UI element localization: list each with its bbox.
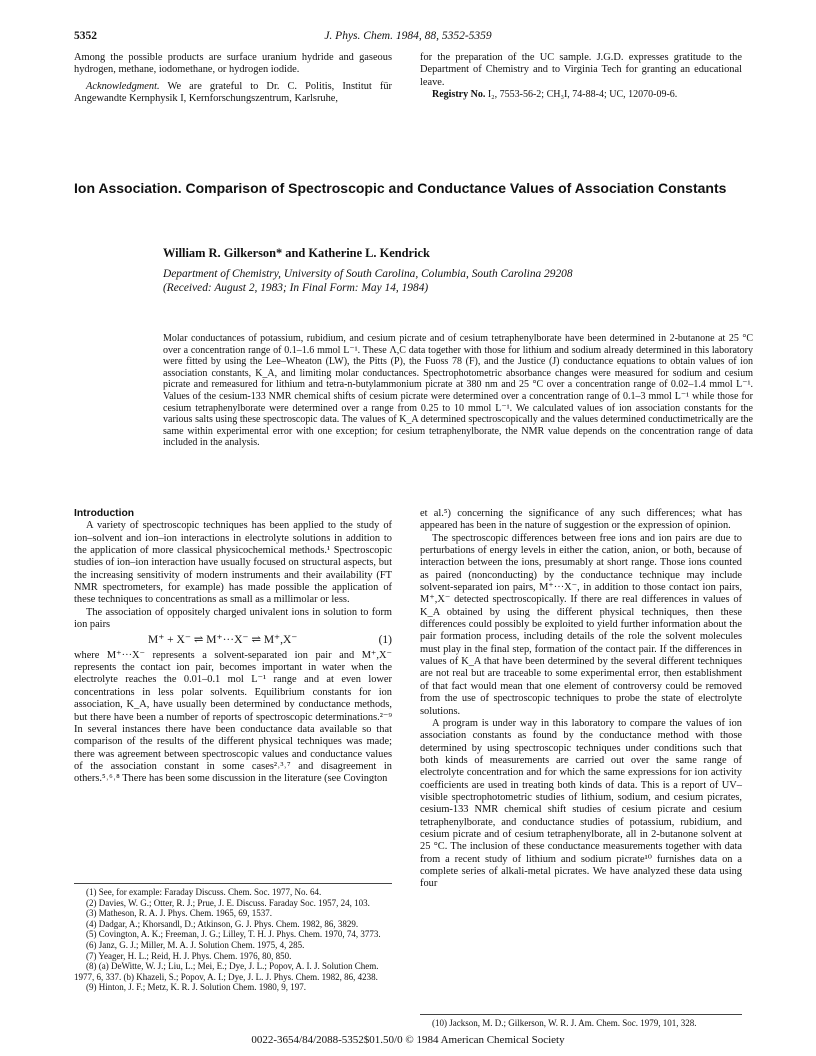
article-title: Ion Association. Comparison of Spectroscopic and Conductance Values of Association Constants xyxy=(74,180,727,196)
acknowledgment-continued: for the preparation of the UC sample. J.G.D. expresses gratitude to the Department of Chemistry and to Virginia Tech for granting an educational leave. xyxy=(420,52,742,88)
right-paragraph-3: A program is under way in this laboratory to compare the values of ion association constants as found by the conductance method with those determined by using spectroscopic techniques under conditions such that both kinds of measurements are carried out over the same range of electrolyte concentration and for which the same expressions for ion activity coefficients are used in treating both kinds of data. This is a report of UV–visible spectrophotometric studies of lithium, sodium, and cesium picrates, cesium-133 NMR chemical shift studies of cesium picrate and cesium tetraphenylborate, and conductance studies of potassium, rubidium, and cesium picrate and of cesium tetraphenylborate, all in 2-butanone solvent at 25 °C. The inclusion of these conductance measurements together with data from a recent study of lithium and sodium picrate¹⁰ furnishes data on a complete series of alkali-metal picrates. We have analyzed these data using four xyxy=(420,717,742,890)
right-paragraph-2: The spectroscopic differences between free ions and ion pairs are due to perturbations of energy levels in either the cation, anion, or both, because of interaction between the ions, presumably at short range. Those ions counted as paired (nonconducting) by the conductance technique may include solvent-separated ion pairs, M⁺···X⁻, in addition to those contact ion pairs, M⁺,X⁻ detected spectroscopically. If there are real differences in values of K_A obtained by using the different physical techniques, then these differences could possibly be exploited to yield further information about the pair formation process, including details of the role the solvent molecules must play in the final step, formation of the contact pair. If the differences in values of K_A that have been determined by the several different techniques are not real but are traceable to some experimental error, then establishment of that fact would mean that one element of controversy could be removed from the use of spectroscopic techniques to probe the state of electrolyte solutions. xyxy=(420,532,742,717)
reference-item: (7) Yeager, H. L.; Reid, H. J. Phys. Chem. 1976, 80, 850. xyxy=(86,950,292,961)
affiliation-block xyxy=(163,268,573,295)
reference-item: (3) Matheson, R. A. J. Phys. Chem. 1965, 69, 1537. xyxy=(86,908,273,919)
registry-label: Registry No. xyxy=(432,89,486,101)
references-left xyxy=(74,883,392,993)
registry-numbers xyxy=(420,89,742,101)
registry-text: I₂, 7553-56-2; CH₃I, 74-88-4; UC, 12070-09-6. xyxy=(487,89,678,101)
copyright-footer: 0022-3654/84/2088-5352$01.50/0 © 1984 American Chemical Society xyxy=(251,1034,565,1046)
acknowledgment xyxy=(74,81,392,106)
body-left-column xyxy=(74,508,392,786)
equation-1 xyxy=(74,634,392,646)
right-paragraph-1: et al.⁵) concerning the significance of any such differences; what has appeared has been in the nature of suggestion or the expression of opinion. xyxy=(420,508,742,532)
section-heading: Introduction xyxy=(74,508,135,519)
intro-paragraph-3: where M⁺···X⁻ represents a solvent-separated ion pair and M⁺,X⁻ represents the contact ion pair, becomes important in water when the electrolyte reaches the 0.01–0.1 mol L⁻¹ range and at even lower concentrations in less polar solvents. Equilibrium constants for ion association, K_A, have usually been determined by conductance methods, but there have been a number of reports of spectroscopic determinations.²⁻⁹ In several instances there have been conductance data available so that comparison of the results of the different physical techniques was made; there was agreement between spectroscopic values and conductance values of the association constant in some cases²˒³˒⁷ and disagreement in others.⁵˒⁶˒⁸ There has been some discussion in the literature (see Covington xyxy=(74,649,392,785)
acknowledgment-text: We are grateful to Dr. C. Politis, Institut für Angewandte Kernphysik I, Kernforschungszentrum, Karlsruhe, xyxy=(74,80,392,105)
received-dates: (Received: August 2, 1983; In Final Form: May 14, 1984) xyxy=(163,281,429,294)
reference-item: (10) Jackson, M. D.; Gilkerson, W. R. J. Am. Chem. Soc. 1979, 101, 328. xyxy=(432,1018,697,1028)
reference-item: (2) Davies, W. G.; Otter, R. J.; Prue, J. E. Discuss. Faraday Soc. 1957, 24, 103. xyxy=(86,897,370,908)
running-head xyxy=(74,30,742,44)
body-right-column xyxy=(420,508,742,891)
authors: William R. Gilkerson* and Katherine L. Kendrick xyxy=(163,246,430,260)
page-number: 5352 xyxy=(74,30,97,42)
reference-item: (1) See, for example: Faraday Discuss. Chem. Soc. 1977, No. 64. xyxy=(86,887,322,897)
journal-citation: J. Phys. Chem. 1984, 88, 5352-5359 xyxy=(324,30,492,42)
previous-article-text: Among the possible products are surface uranium hydride and gaseous hydrogen, methane, iodomethane, or hydrogen iodide. xyxy=(74,52,392,76)
reference-item: (5) Covington, A. K.; Freeman, J. G.; Lilley, T. H. J. Phys. Chem. 1970, 74, 3773. xyxy=(86,929,381,940)
intro-paragraph-1: A variety of spectroscopic techniques has been applied to the study of ion–solvent and ion–ion interactions in electrolyte solutions in addition to the application of more classical physicochemical methods.¹ Spectroscopic studies of ion–ion interaction have usually focused on structural aspects, but the increasing sensitivity of modern instruments and their availability (FT NMR spectrometers, for example) has made possible the application of these techniques to concentrations as small as a millimolar or less. xyxy=(74,520,392,606)
acknowledgment-label: Acknowledgment. xyxy=(86,80,160,92)
intro-paragraph-2: The association of oppositely charged univalent ions in solution to form ion pairs xyxy=(74,606,392,631)
affiliation: Department of Chemistry, University of South Carolina, Columbia, South Carolina 29208 xyxy=(163,268,573,280)
previous-article-left-column xyxy=(74,52,392,105)
reference-item: (8) (a) DeWitte, W. J.; Liu, L.; Mei, E.; Dye, J. L.; Popov, A. I. J. Solution Chem. 1977, 6, 337. (b) Khazeli, S.; Popov, A. I.; Dye, J. L. J. Phys. Chem. 1982, 86, 4238. xyxy=(74,961,379,982)
reference-item: (6) Janz, G. J.; Miller, M. A. J. Solution Chem. 1975, 4, 285. xyxy=(86,939,305,950)
reference-item: (4) Dadgar, A.; Khorsandl, D.; Atkinson, G. J. Phys. Chem. 1982, 86, 3829. xyxy=(86,918,359,929)
references-right xyxy=(420,1014,742,1029)
equation-number: (1) xyxy=(378,634,392,647)
equation-body: M⁺ + X⁻ ⇌ M⁺···X⁻ ⇌ M⁺,X⁻ xyxy=(148,634,298,647)
abstract: Molar conductances of potassium, rubidium, and cesium picrate and of cesium tetraphenylborate have been determined in 2-butanone at 25 °C over a concentration range of 0.1–1.6 mmol L⁻¹. These Λ,C data together with those for lithium and sodium already determined in this laboratory were fitted by using the Lee–Wheaton (LW), the Pitts (P), the Fuoss 78 (F), and the Justice (J) conductance equations to obtain values of ion association constants, K_A, and limiting molar conductances. Spectrophotometric absorbance changes were measured for sodium and cesium picrate and remeasured for lithium and tetra-n-butylammonium picrate at 380 nm and 25 °C over a concentration range of 0.02–1.4 mmol L⁻¹. Values of the cesium-133 NMR chemical shifts of cesium picrate were determined over a concentration range of 0.1–3 mmol L⁻¹ while those for cesium tetraphenylborate were determined over a range from 0.25 to 10 mmol L⁻¹. We calculated values of ion association constants for the various salts using these spectroscopic data. The values of K_A determined spectroscopically and the values determined conductimetrically are the same within experimental error with one exception; for cesium tetraphenylborate, the NMR value depends on the concentration range of data included in the analysis. xyxy=(163,333,753,449)
reference-item: (9) Hinton, J. F.; Metz, K. R. J. Solution Chem. 1980, 9, 197. xyxy=(86,982,307,993)
previous-article-right-column xyxy=(420,52,742,101)
